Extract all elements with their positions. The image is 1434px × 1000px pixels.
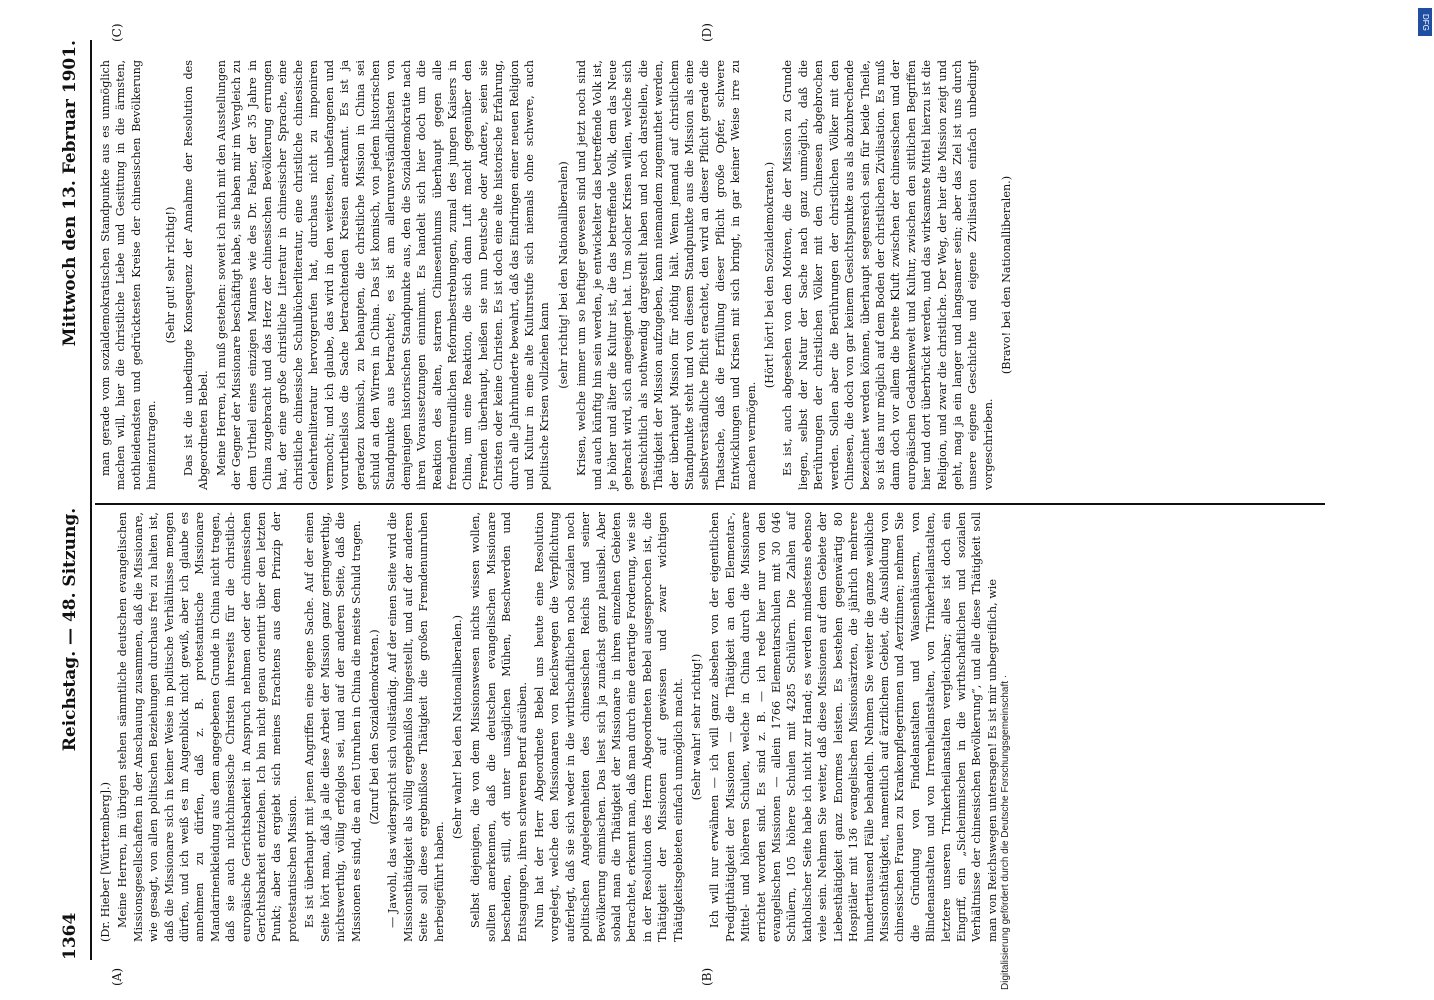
dfg-sidebar	[1412, 0, 1434, 1000]
dfg-logo: DFG	[1418, 8, 1432, 36]
interjection: (Zuruf bei den Sozialdemokraten.)	[367, 629, 381, 825]
margin-mark-c: (C)	[110, 23, 124, 42]
interjection: (Sehr wahr! bei den Nationalliberalen.)	[450, 614, 464, 840]
margin-mark-b: (B)	[700, 967, 714, 986]
right-column	[98, 60, 1018, 490]
margin-mark-d: (D)	[700, 23, 714, 42]
interjection: (Bravo! bei den Nationalliberalen.)	[1000, 175, 1014, 375]
left-column	[98, 512, 1002, 942]
header-rule	[90, 40, 92, 960]
interjection: (Hört! hört! bei den Sozialdemokraten.)	[763, 161, 777, 389]
paragraph: Ich will nur erwähnen — ich will ganz absehen von der eigentlichen Predigtthätigkeit der Missionen — die Thätigkeit an den Elementar-, Mittel- und höheren Schulen, welche in China durch die Missionare errichtet worden sind. Es sind z. B. — ich rede hier nur von den evangelischen Missionen — allein 1766 Elementarschulen mit 30 046 Schülern, 105 höhere Schulen mit 4285 Schülern. Die Zahlen auf katholischer Seite habe ich nicht zur Hand; es werden mindestens ebenso viele sein. Nehmen Sie weiter, daß diese Missionen auf dem Gebiete der Liebesthätigkeit ganz Enormes leisten. Es bestehen gegenwärtig 80 Hospitäler mit 136 evangelischen Missionsärzten, die jährlich mehrere hunderttausend Fälle behandeln. Nehmen Sie weiter die ganze weibliche Missionsthätigkeit, namentlich auf ärztlichem Gebiet, die Ausbildung von chinesischen Frauen zu Krankenpflegerinnen und Aerztinnen; nehmen Sie die Gründung von Findelanstalten und Waisenhäusern, von Blindenanstalten und von Irrenheilanstalten, von Trinkerheilanstalten, letztere unseren Trinkerheilanstalten vergleichbar; alles ist doch ein Eingriff, ein „Sicheinmischen in die wirthschaftlichen und sozialen Verhältnisse der chinesischen Bevölkerung“, und alle diese Thätigkeit soll man von Reichswegen untersagen! Es ist mir unbegreiflich, wie	[708, 512, 999, 942]
page-number: 1364	[60, 912, 80, 960]
paragraph: Nun hat der Herr Abgeordnete Bebel uns heute eine Resolution vorgelegt, welche den Missionaren von Reichswegen die Verpflichtung auferlegt, daß sie sich weder in die wirthschaftlichen noch sozialen noch politischen Angelegenheiten des chinesischen Reichs und seiner Bevölkerung einmischen. Das liest sich ja zunächst ganz plausibel. Aber sobald man die Thätigkeit der Missionare in ihren einzelnen Gebieten betrachtet, erkennt man, daß man durch eine derartige Forderung, wie sie in der Resolution des Herrn Abgeordneten Bebel ausgesprochen ist, die Thätigkeit der Missionen auf gewissen und zwar wichtigen Thätigkeitsgebieten einfach unmöglich macht.	[532, 512, 685, 942]
header-left-title: Reichstag. — 48. Sitzung.	[60, 507, 80, 752]
paragraph: Es ist überhaupt mit jenen Angriffen eine eigene Sache. Auf der einen Seite hört man, daß ja alle diese Arbeit der Mission ganz geringwerthig, nichtswerthig, völlig erfolglos sei, und auf der anderen Seite, daß die Missionen es sind, die an den Unruhen in China die meiste Schuld tragen.	[303, 512, 363, 942]
paragraph: Es ist, auch abgesehen von den Motiven, die der Mission zu Grunde liegen, selbst der Natur der Sache nach ganz unmöglich, daß die Berührungen der christlichen Völker mit den Chinesen abgebrochen werden. Sollen aber die Berührungen der christlichen Völker mit den Chinesen, die doch von gar keinem Gesichtspunkte aus als abzubrechende bezeichnet werden können, überhaupt segensreich sein für beide Theile, so ist das nur möglich auf dem Boden der christlichen Zivilisation. Es muß dann doch vor allem die breite Kluft zwischen der chinesischen und der europäischen Gedankenwelt und Kultur, zwischen den sittlichen Begriffen hier und dort überbrückt werden, und das wirksamste Mittel hierzu ist die Religion, und zwar die christliche. Der Weg, der hier die Mission zeigt und geht, mag ja ein langer und langsamer sein; aber das Ziel ist uns durch unsere eigene Geschichte und eigene Zivilisation einfach unbedingt vorgeschrieben.	[781, 60, 995, 490]
column-divider	[95, 503, 1325, 505]
dfg-notice: Digitalisierung gefördert durch die Deutsche Forschungsgemeinschaft ·	[1000, 674, 1011, 990]
paragraph: Das ist die unbedingte Konsequenz der Annahme der Resolution des Abgeordneten Bebel.	[182, 60, 211, 490]
interjection: (sehr richtig! bei den Nationalliberalen)	[556, 161, 570, 389]
paragraph: — Jawohl, das widerspricht sich vollständig. Auf der einen Seite wird die Missionsthätigkeit als völlig ergebnißlos hingestellt, und auf der anderen Seite soll diese ergebnißlose Thätigkeit die großen Fremdenunruhen herbeigeführt haben.	[386, 512, 446, 942]
paragraph: Krisen, welche immer um so heftiger gewesen sind und jetzt noch sind und auch künftig hin sein werden, je entwickelter das betreffende Volk ist, je höher und älter die Kultur ist, die das betreffende Volk, dem das Neue gebracht wird, sich angeeignet hat. Um solcher Krisen willen, welche sich geschichtlich als nothwendig dargestellt haben und noch darstellen, die Thätigkeit der Mission aufzugeben, kann niemandem zugemuthet werden, der überhaupt Mission für nöthig hält. Wenn jemand auf christlichem Standpunkte steht und von diesem Standpunkte aus die Mission als eine selbstverständliche Pflicht erachtet, den wird an dieser Pflicht gerade die Thatsache, daß die Erfüllung dieser Pflicht große Opfer, schwere Entwicklungen und Krisen mit sich bringt, in gar keiner Weise irre zu machen vermögen.	[575, 60, 758, 490]
interjection: (Sehr wahr! sehr richtig!)	[690, 653, 704, 801]
margin-mark-a: (A)	[110, 967, 124, 986]
paragraph: Meine Herren, im übrigen stehen sämmtliche deutschen evangelischen Missionsgesellschaften in der Anschauung zusammen, daß die Missionare, wie gesagt, von allen politischen Beziehungen durchaus frei zu halten ist, daß die Missionare sich in keiner Weise in politische Verhältnisse mengen dürfen, und ich weiß es im Augenblick nicht gewiß, aber ich glaube es annehmen zu dürfen, daß z. B. protestantische Missionare Mandarinenkleidung aus dem angegebenen Grunde in China nicht tragen, daß sie auch nichtchinesische Christen ihrerseits für die christlich-europäische Gerichtsbarkeit in Anspruch nehmen oder der chinesischen Gerichtsbarkeit entziehen. Ich bin nicht genau orientirt über den letzten Punkt; aber das ergiebt sich meines Erachtens aus dem Prinzip der protestantischen Mission.	[116, 512, 299, 942]
speaker-label: (Dr. Hieber [Württemberg].)	[99, 782, 112, 942]
page-header	[60, 40, 88, 960]
header-right-title: Mittwoch den 13. Februar 1901.	[60, 40, 80, 347]
paragraph: Meine Herren, ich muß gestehen: soweit ich mich mit den Ausstellungen der Gegner der Missionare beschäftigt habe, sie haben mir im Vergleich zu dem Urtheil eines einzigen Mannes wie des Dr. Faber, der 35 Jahre in China zugebracht und das Herz der chinesischen Bevölkerung errungen hat, der eine große christliche Literatur in chinesischer Sprache, eine christliche chinesische Schulbücherliteratur, eine christliche chinesische Gelehrtenliteratur hervorgerufen hat, durchaus nicht zu imponiren vermocht; und ich glaube, das wird in den weitesten, unbefangenen und vorurtheilslos die Sache betrachtenden Kreisen anerkannt. Es ist ja geradezu komisch, zu behaupten, die christliche Mission in China sei schuld an den Wirren in China. Das ist komisch, von jedem historischen Standpunkte aus betrachtet; es ist am allerunverständlichsten von demjenigen historischen Standpunkte aus, den die Sozialdemokratie nach ihren Voraussetzungen einnimmt. Es handelt sich hier doch um die Reaktion des alten, starren Chinesenthums überhaupt gegen alle fremdenfreundlichen Reformbestrebungen, zumal des jungen Kaisers in China, um eine Reaktion, die sich dann Luft macht gegenüber den Fremden überhaupt, heißen sie nun Deutsche oder Andere, seien sie Christen oder keine Christen. Es ist doch eine alte historische Erfahrung, durch alle Jahrhunderte bewahrt, daß das Eindringen einer neuen Religion und Kultur in eine alte Kulturstufe sich niemals ohne schwere, auch politische Krisen vollziehen kann	[214, 60, 552, 490]
interjection: (Sehr gut! sehr richtig!)	[163, 206, 177, 344]
paragraph: Selbst diejenigen, die von dem Missionswesen nichts wissen wollen, sollten anerkennen, daß die deutschen evangelischen Missionare bescheiden, still, oft unter unsäglichen Mühen, Beschwerden und Entsagungen, ihren schweren Beruf ausüben.	[469, 512, 529, 942]
paragraph: man gerade vom sozialdemokratischen Standpunkte aus es unmöglich machen will, hier die christliche Liebe und Gesittung in die ärmsten, nothleidendsten und gedrücktesten Kreise der chinesischen Bevölkerung hineinzutragen.	[99, 60, 159, 490]
